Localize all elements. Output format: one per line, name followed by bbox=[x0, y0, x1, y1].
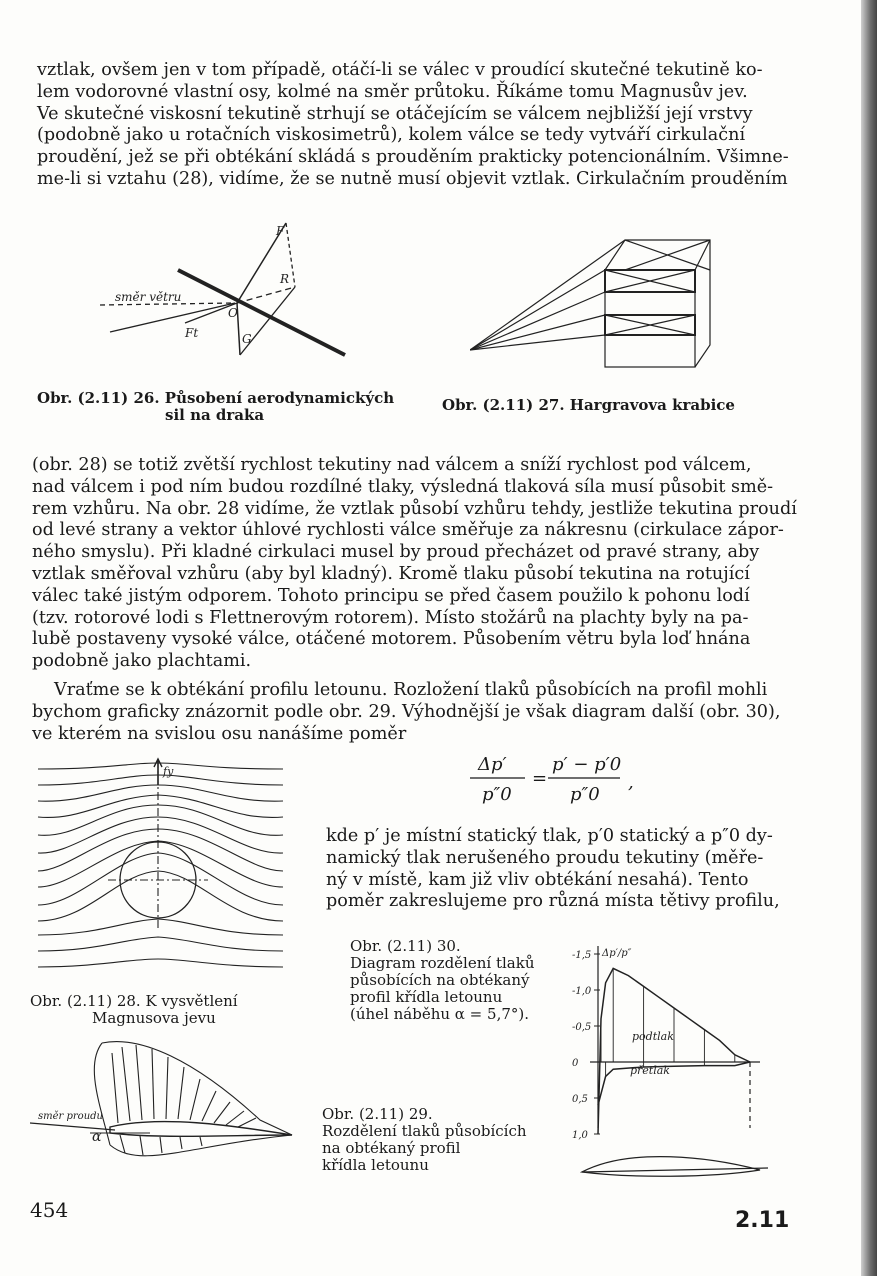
formula-denominator-2: p″0 bbox=[570, 784, 600, 805]
suction-envelope bbox=[102, 1042, 292, 1135]
annotation-podtlak: podtlak bbox=[632, 1030, 674, 1043]
caption-line: sil na draka bbox=[165, 406, 265, 424]
text-line: Ve skutečné viskosní tekutině strhují se otáčejícím se válcem nejbližší její vrstvy bbox=[37, 103, 753, 124]
text-line: nad válcem i pod ním budou rozdílné tlaky, výsledná tlaková síla musí působit smě- bbox=[32, 476, 774, 497]
kite-plate bbox=[178, 270, 345, 355]
wind-arrow-line bbox=[110, 303, 235, 332]
text-line: (tzv. rotorové lodi s Flettnerovým rotorem). Místo stožárů na plachty byly na pa- bbox=[32, 607, 749, 628]
y-tick-label: 0,5 bbox=[572, 1094, 588, 1105]
text-line: lem vodorovné vlastní osy, kolmé na směr průtoku. Říkáme tomu Magnusův jev. bbox=[37, 81, 748, 102]
caption-line: působících na obtékaný bbox=[350, 971, 530, 989]
figure-29-caption bbox=[322, 1106, 527, 1174]
text-line: ný v místě, kam již vliv obtékání nesahá). Tento bbox=[326, 869, 749, 890]
text-line: (obr. 28) se totiž zvětší rychlost tekutiny nad válcem a sníží rychlost pod válcem, bbox=[32, 455, 752, 475]
formula-equals: = bbox=[532, 768, 548, 789]
text-line: proudění, jež se při obtékání skládá s prouděním prakticky potencionálním. Všimne- bbox=[37, 147, 789, 168]
y-tick-label: -1,5 bbox=[572, 950, 592, 961]
text-line: Vraťme se k obtékání profilu letounu. Rozložení tlaků působících na profil mohli bbox=[54, 680, 768, 700]
figure-27-hargrave-box bbox=[470, 225, 720, 375]
text-line: válec také jistým odporem. Tohoto principu se před časem použilo k pohonu lodí bbox=[32, 585, 750, 606]
y-tick-label: -0,5 bbox=[572, 1022, 592, 1033]
pressure-envelope bbox=[110, 1135, 292, 1156]
caption-line: na obtékaný profil bbox=[322, 1139, 461, 1157]
y-axis-label: Δp′/p″ bbox=[602, 948, 632, 959]
page-edge-shadow bbox=[861, 0, 877, 1276]
formula-numerator-1: Δp′ bbox=[478, 754, 507, 775]
airfoil-profile bbox=[582, 1157, 760, 1177]
caption-line: křídla letounu bbox=[322, 1156, 429, 1174]
page-number: 454 bbox=[30, 1198, 69, 1222]
text-line: podobně jako plachtami. bbox=[32, 651, 252, 672]
figure-30-pressure-chart bbox=[570, 942, 775, 1187]
flow-direction-label: směr proudu bbox=[38, 1111, 103, 1122]
pressure-curve bbox=[598, 1062, 750, 1105]
text-line: namický tlak nerušeného proudu tekutiny (měře- bbox=[326, 847, 764, 868]
y-tick-label: -1,0 bbox=[572, 986, 592, 997]
formula-numerator-2: p′ − p′0 bbox=[552, 754, 622, 775]
caption-line: Obr. (2.11) 28. K vysvětlení bbox=[30, 992, 238, 1010]
text-line: poměr zakreslujeme pro různá místa tětivy profilu, bbox=[326, 891, 780, 912]
text-line: bychom graficky znázornit podle obr. 29. Výhodnější je však diagram další (obr. 30), bbox=[32, 701, 781, 722]
section-number: 2.11 bbox=[735, 1208, 790, 1233]
label-R: R bbox=[280, 272, 290, 286]
text-line: od levé strany a vektor úhlové rychlosti válce směřuje za nákresnu (cirkulace zápor- bbox=[32, 520, 784, 541]
caption-line: profil křídla letounu bbox=[350, 988, 503, 1006]
figure-26-kite-forces bbox=[100, 215, 370, 380]
text-line: ného smyslu). Při kladné cirkulaci musel by proud přecházet od pravé strany, aby bbox=[32, 542, 760, 563]
y-tick-label: 1,0 bbox=[572, 1130, 588, 1141]
angle-alpha-label: α bbox=[92, 1129, 102, 1145]
airfoil-shape bbox=[110, 1122, 292, 1137]
figure-29-pressure-vectors bbox=[30, 1035, 300, 1170]
y-tick-label: 0 bbox=[572, 1058, 579, 1069]
annotation-pretlak: přetlak bbox=[630, 1064, 670, 1077]
figure-27-caption: Obr. (2.11) 27. Hargravova krabice bbox=[442, 396, 735, 414]
paragraph-3 bbox=[32, 680, 787, 745]
formula-denominator-1: p″0 bbox=[482, 784, 512, 805]
text-line: me-li si vztahu (28), vidíme, že se nutně musí objevit vztlak. Cirkulačním prouděním bbox=[37, 168, 788, 189]
text-line: vztlak, ovšem jen v tom případě, otáčí-li se válec v proudící skutečné tekutině ko- bbox=[37, 60, 763, 80]
caption-line: Obr. (2.11) 30. bbox=[350, 937, 461, 955]
paragraph-1 bbox=[37, 60, 787, 191]
text-line: lubě postaveny vysoké válce, otáčené motorem. Působením větru byla loď hnána bbox=[32, 629, 751, 650]
formula-comma: , bbox=[628, 772, 634, 793]
figure-28-caption bbox=[30, 993, 238, 1027]
wind-label: směr větru bbox=[115, 290, 182, 304]
caption-line: Rozdělení tlaků působících bbox=[322, 1122, 527, 1140]
text-line: ve kterém na svislou osu nanášíme poměr bbox=[32, 723, 407, 744]
caption-line: (úhel náběhu α = 5,7°). bbox=[350, 1005, 529, 1023]
pressure-ratio-formula bbox=[460, 748, 660, 808]
caption-line: Diagram rozdělení tlaků bbox=[350, 954, 535, 972]
caption-line: Magnusova jevu bbox=[92, 1009, 216, 1027]
figure-28-magnus-streamlines bbox=[28, 755, 290, 985]
figure-26-caption bbox=[37, 390, 394, 424]
paragraph-4 bbox=[326, 826, 780, 913]
text-line: kde p′ je místní statický tlak, p′0 statický a p″0 dy- bbox=[326, 826, 773, 846]
label-Ft: Ft bbox=[185, 326, 199, 340]
label-G: G bbox=[242, 332, 252, 346]
text-line: (podobně jako u rotačních viskosimetrů), kolem válce se tedy vytváří cirkulační bbox=[37, 125, 746, 146]
figure-30-caption bbox=[350, 938, 534, 1023]
label-F: F bbox=[276, 224, 285, 238]
label-fy: fy bbox=[163, 765, 174, 778]
caption-line: Obr. (2.11) 29. bbox=[322, 1105, 433, 1123]
label-O: O bbox=[228, 306, 238, 320]
paragraph-2 bbox=[32, 455, 797, 673]
text-line: rem vzhůru. Na obr. 28 vidíme, že vztlak působí vzhůru tehdy, jestliže tekutina proudí bbox=[32, 498, 797, 519]
caption-line: Obr. (2.11) 26. Působení aerodynamických bbox=[37, 389, 395, 407]
text-line: vztlak směřoval vzhůru (aby byl kladný). Kromě tlaku působí tekutina na rotující bbox=[32, 563, 750, 584]
